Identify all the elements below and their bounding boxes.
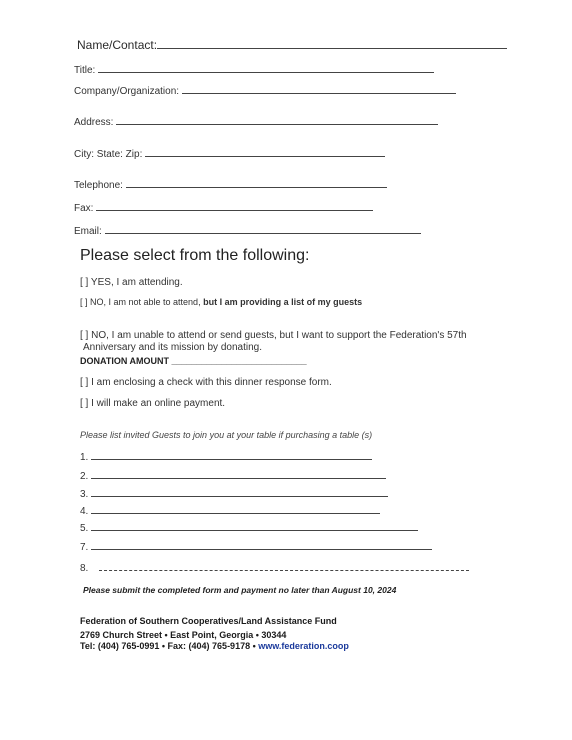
- email-label: Email:: [74, 226, 102, 237]
- fax-field[interactable]: [74, 202, 373, 214]
- email-line[interactable]: [105, 225, 421, 234]
- footer-address: 2769 Church Street • East Point, Georgia • 30344: [80, 630, 287, 640]
- fax-line[interactable]: [96, 202, 373, 211]
- name-contact-label: Name/Contact:: [77, 38, 158, 52]
- submission-notice: Please submit the completed form and payment no later than August 10, 2024: [83, 585, 397, 595]
- guest-blank[interactable]: [91, 522, 418, 531]
- guest-number: 1.: [80, 452, 89, 463]
- option-no-guests[interactable]: [80, 297, 362, 307]
- footer-phone-fax: Tel: (404) 765-0991 • Fax: (404) 765-9178 •: [80, 641, 256, 651]
- title-label: Title:: [74, 65, 96, 76]
- guest-blank[interactable]: [91, 541, 432, 550]
- guest-number: 2.: [80, 471, 89, 482]
- guest-blank[interactable]: [91, 470, 386, 479]
- footer-organization: Federation of Southern Cooperatives/Land Assistance Fund: [80, 616, 337, 626]
- guest-line-5[interactable]: [80, 522, 418, 534]
- option-no-donate[interactable]: [80, 330, 467, 353]
- guest-line-4[interactable]: [80, 505, 380, 517]
- address-field[interactable]: [74, 116, 438, 128]
- option-enclose-check[interactable]: [ ] I am enclosing a check with this dinner response form.: [80, 377, 332, 388]
- option-no-guests-text: [ ] NO, I am not able to attend,: [80, 297, 201, 307]
- guest-number: 3.: [80, 489, 89, 500]
- donation-amount-field[interactable]: DONATION AMOUNT ___________________________: [80, 356, 307, 366]
- company-label: Company/Organization:: [74, 86, 180, 97]
- guest-number: 4.: [80, 506, 89, 517]
- guest-line-2[interactable]: [80, 470, 386, 482]
- option-no-donate-line2: Anniversary and its mission by donating.: [83, 342, 262, 353]
- city-state-zip-label: City: State: Zip:: [74, 149, 143, 160]
- guest-number: 8.: [80, 563, 89, 574]
- name-contact-line[interactable]: [157, 40, 507, 49]
- guest-number: 7.: [80, 542, 89, 553]
- city-state-zip-line[interactable]: [145, 148, 385, 157]
- guest-line-7[interactable]: [80, 541, 432, 553]
- title-line[interactable]: [98, 64, 434, 73]
- company-line[interactable]: [182, 85, 456, 94]
- select-heading: Please select from the following:: [80, 247, 310, 264]
- guest-blank[interactable]: [99, 562, 469, 571]
- option-no-donate-line1: [ ] NO, I am unable to attend or send guests, but I want to support the Federation's 57th: [80, 330, 467, 341]
- guest-blank[interactable]: [91, 451, 372, 460]
- email-field[interactable]: [74, 225, 421, 237]
- guest-line-1[interactable]: [80, 451, 372, 463]
- fax-label: Fax:: [74, 203, 94, 214]
- name-contact-field[interactable]: [77, 38, 507, 52]
- guest-instruction: Please list invited Guests to join you at your table if purchasing a table (s): [80, 430, 373, 440]
- guest-number: 5.: [80, 523, 89, 534]
- guest-line-8[interactable]: [80, 562, 469, 574]
- option-yes-attending[interactable]: [ ] YES, I am attending.: [80, 277, 183, 288]
- telephone-label: Telephone:: [74, 180, 123, 191]
- option-online-payment[interactable]: [ ] I will make an online payment.: [80, 398, 226, 409]
- footer-contact: [80, 641, 349, 651]
- option-no-guests-bold: but I am providing a list of my guests: [203, 297, 363, 307]
- guest-blank[interactable]: [91, 505, 380, 514]
- company-field[interactable]: [74, 85, 456, 97]
- city-state-zip-field[interactable]: [74, 148, 385, 160]
- address-label: Address:: [74, 117, 114, 128]
- guest-line-3[interactable]: [80, 488, 388, 500]
- footer-website-link[interactable]: www.federation.coop: [258, 641, 349, 651]
- guest-blank[interactable]: [91, 488, 388, 497]
- title-field[interactable]: [74, 64, 434, 76]
- telephone-field[interactable]: [74, 179, 387, 191]
- telephone-line[interactable]: [126, 179, 387, 188]
- address-line[interactable]: [116, 116, 438, 125]
